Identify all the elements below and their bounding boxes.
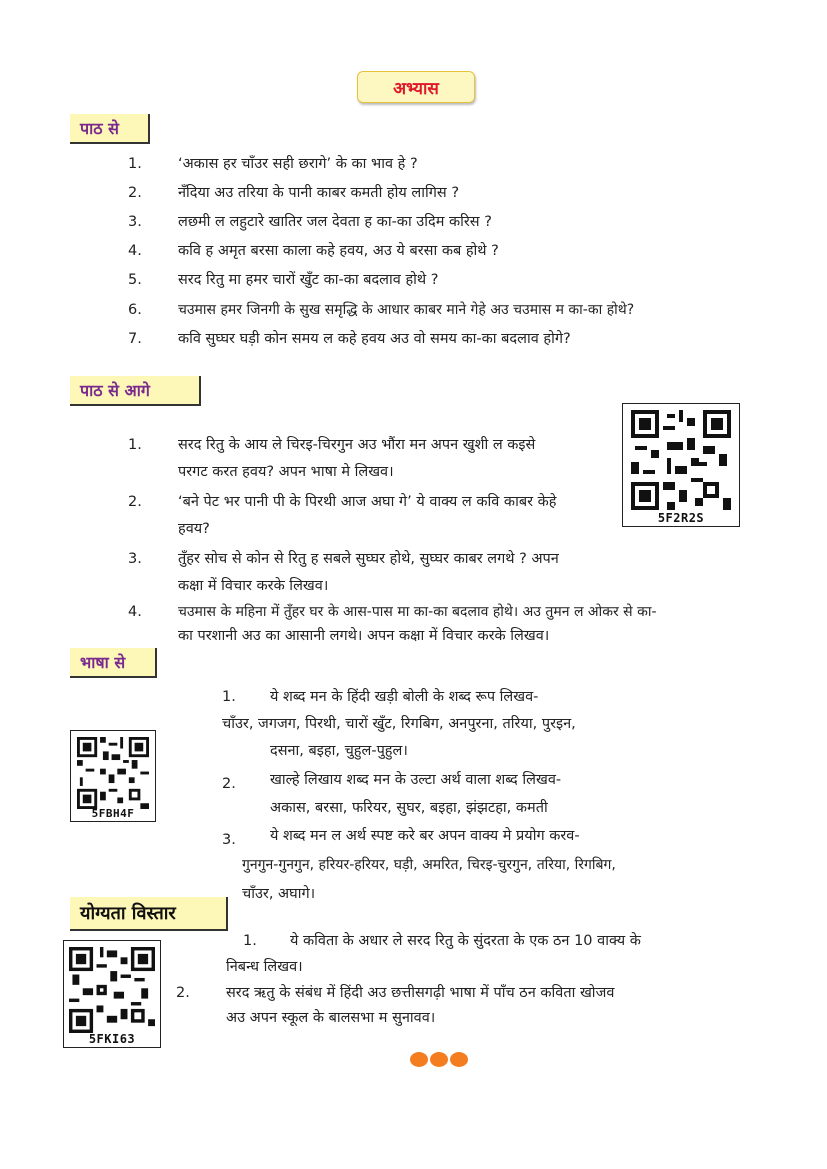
page-marker xyxy=(410,1052,468,1067)
qr-code-label: 5F2R2S xyxy=(657,511,705,525)
question-text: ‘अकास हर चाँउर सही छरागे’ के का भाव हे ? xyxy=(178,156,418,172)
qr-code-5fbh4f xyxy=(70,730,156,822)
question-text: कवि ह अमृत बरसा काला कहे हवय, अउ ये बरसा कब होथे ? xyxy=(178,243,499,259)
word-list-line: अकास, बरसा, फरियर, सुघर, बइहा, झंझटहा, कमती xyxy=(270,800,548,816)
question-line: सरद रितु के आय ले चिरइ-चिरगुन अउ भौंरा मन अपन खुशी ल कइसे xyxy=(178,437,536,453)
word-list-line: चाँउर, अघागे। xyxy=(242,886,316,902)
question-number: 2. xyxy=(128,494,142,510)
item-number: 1. xyxy=(243,933,257,949)
question-number: 3. xyxy=(128,214,142,230)
question-line: कक्षा में विचार करके लिखव। xyxy=(178,578,329,594)
qr-pattern-icon xyxy=(69,947,155,1033)
section-heading-path-se: पाठ से xyxy=(70,114,150,144)
page-title: अभ्यास xyxy=(357,71,475,103)
item-number: 2. xyxy=(176,985,190,1001)
item-prompt: खाल्हे लिखाय शब्द मन के उल्टा अर्थ वाला शब्द लिखव- xyxy=(270,772,562,788)
question-text: सरद रितु मा हमर चारों खुँट का-का बदलाव होथे ? xyxy=(178,272,439,288)
question-number: 6. xyxy=(128,302,142,318)
question-number: 2. xyxy=(128,185,142,201)
question-number: 4. xyxy=(128,604,142,620)
page-dot xyxy=(410,1052,428,1067)
question-number: 5. xyxy=(128,272,142,288)
question-line: तुँहर सोच से कोन से रितु ह सबले सुघ्घर होथे, सुघ्घर काबर लगथे ? अपन xyxy=(178,551,559,567)
page-dot xyxy=(450,1052,468,1067)
question-line: परगट करत हवय? अपन भाषा मे लिखव। xyxy=(178,464,394,480)
qr-code-5f2r2s xyxy=(622,403,740,527)
section-heading-yogyata-vistar: योग्यता विस्तार xyxy=(70,897,228,931)
section-heading-path-se-aage: पाठ से आगे xyxy=(70,376,201,406)
item-number: 3. xyxy=(222,832,236,848)
qr-code-label: 5FBH4F xyxy=(91,807,135,820)
item-number: 2. xyxy=(222,776,236,792)
question-line: ‘बने पेट भर पानी पी के पिरथी आज अघा गे’ ये वाक्य ल कवि काबर केहे xyxy=(178,494,557,510)
item-number: 1. xyxy=(222,689,236,705)
qr-pattern-icon xyxy=(77,737,149,809)
question-text: कवि सुघ्घर घड़ी कोन समय ल कहे हवय अउ वो समय का-का बदलाव होगे? xyxy=(178,331,571,347)
question-line: का परशानी अउ का आसानी लगथे। अपन कक्षा में विचार करके लिखव। xyxy=(178,628,550,644)
question-number: 3. xyxy=(128,551,142,567)
question-line: चउमास के महिना में तुँहर घर के आस-पास मा का-का बदलाव होथे। अउ तुमन ल ओकर से का- xyxy=(178,604,657,620)
qr-code-5fki63 xyxy=(63,940,161,1048)
qr-code-label: 5FKI63 xyxy=(88,1032,136,1046)
item-line: ये कविता के अधार ले सरद रितु के सुंदरता के एक ठन 10 वाक्य के xyxy=(290,933,641,949)
page-dot xyxy=(430,1052,448,1067)
qr-pattern-icon xyxy=(631,410,731,510)
word-list-line: दसना, बइहा, चुहुल-पुहुल। xyxy=(270,743,408,759)
question-number: 1. xyxy=(128,437,142,453)
question-number: 4. xyxy=(128,243,142,259)
question-number: 1. xyxy=(128,156,142,172)
item-prompt: ये शब्द मन के हिंदी खड़ी बोली के शब्द रूप लिखव- xyxy=(270,689,539,705)
item-line: सरद ऋतु के संबंध में हिंदी अउ छत्तीसगढ़ी भाषा में पाँच ठन कविता खोजव xyxy=(226,985,615,1001)
question-number: 7. xyxy=(128,331,142,347)
word-list-line: चाँउर, जगजग, पिरथी, चारों खुँट, रिगबिग, अनपुरना, तरिया, पुरइन, xyxy=(222,716,576,732)
question-text: लछमी ल लहुटारे खातिर जल देवता ह का-का उदिम करिस ? xyxy=(178,214,492,230)
item-line: अउ अपन स्कूल के बालसभा म सुनावव। xyxy=(226,1010,436,1026)
question-text: चउमास हमर जिनगी के सुख समृद्धि के आधार काबर माने गेहे अउ चउमास म का-का होथे? xyxy=(178,302,635,318)
question-line: हवय? xyxy=(178,521,210,537)
word-list-line: गुनगुन-गुनगुन, हरियर-हरियर, घड़ी, अमरित, चिरइ-चुरगुन, तरिया, रिगबिग, xyxy=(242,857,616,873)
section-heading-bhasha-se: भाषा से xyxy=(70,648,157,678)
item-prompt: ये शब्द मन ल अर्थ स्पष्ट करे बर अपन वाक्य मे प्रयोग करव- xyxy=(270,828,580,844)
question-text: नँदिया अउ तरिया के पानी काबर कमती होय लागिस ? xyxy=(178,185,460,201)
item-line: निबन्ध लिखव। xyxy=(226,959,303,975)
